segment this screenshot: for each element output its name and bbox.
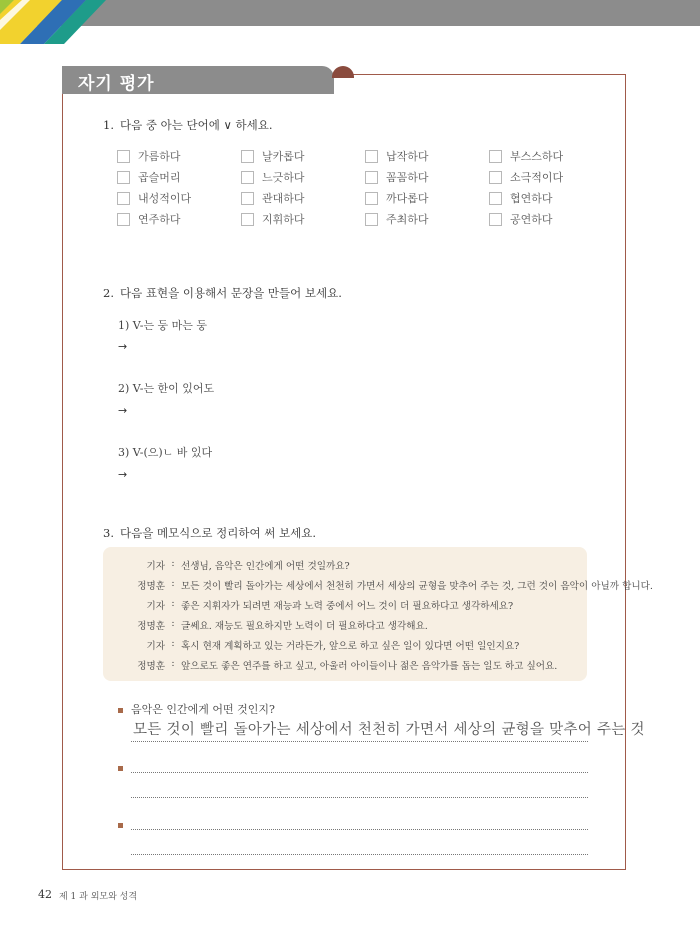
dialog-colon: : <box>171 658 175 669</box>
vocabulary-item[interactable] <box>489 169 587 185</box>
dialog-row <box>103 638 519 652</box>
vocabulary-item[interactable] <box>489 190 587 206</box>
vocabulary-word: 주최하다 <box>386 213 429 226</box>
dialog-colon: : <box>171 598 175 609</box>
vocabulary-word: 내성적이다 <box>138 192 192 205</box>
question-1-number: 1. <box>103 118 114 132</box>
vocabulary-item[interactable] <box>241 211 365 227</box>
vocabulary-checkbox[interactable] <box>489 150 502 163</box>
dialog-line: 앞으로도 좋은 연주를 하고 싶고, 아울러 아이들이나 젊은 음악가를 돕는 일도 하고 싶어요. <box>181 661 558 672</box>
dialog-line: 모든 것이 빨리 돌아가는 세상에서 천천히 가면서 세상의 균형을 맞추어 주는 것, 그런 것이 음악이 아닐까 합니다. <box>181 581 653 592</box>
question-1 <box>103 117 273 133</box>
expression-3-label: 3) V-(으)ㄴ 바 있다 <box>118 446 213 459</box>
vocabulary-word: 날카롭다 <box>262 150 305 163</box>
vocabulary-item[interactable] <box>489 211 587 227</box>
question-3-text: 다음을 메모식으로 정리하여 써 보세요. <box>119 526 317 540</box>
dialog-line: 선생님, 음악은 인간에게 어떤 것일까요? <box>181 561 350 572</box>
vocabulary-word: 협연하다 <box>510 192 553 205</box>
chapter-title: 제 1 과 외모와 성격 <box>59 892 138 902</box>
dialog-colon: : <box>171 618 175 629</box>
dialog-line: 혹시 현재 계획하고 있는 거라든가, 앞으로 하고 싶은 일이 있다면 어떤 일인지요? <box>181 641 520 652</box>
dialog-row <box>103 578 653 592</box>
question-1-text: 다음 중 아는 단어에 ∨ 하세요. <box>119 118 273 132</box>
dialog-speaker: 기자 <box>146 561 165 572</box>
dialog-speaker: 기자 <box>146 601 165 612</box>
vocabulary-item[interactable] <box>117 211 241 227</box>
memo-answer-line[interactable] <box>131 741 588 742</box>
vocabulary-word: 공연하다 <box>510 213 553 226</box>
dialog-line: 글쎄요. 재능도 필요하지만 노력이 더 필요하다고 생각해요. <box>181 621 428 632</box>
vocabulary-item[interactable] <box>117 169 241 185</box>
vocabulary-checklist <box>117 148 587 227</box>
vocabulary-item[interactable] <box>365 190 489 206</box>
dialog-line: 좋은 지휘자가 되려면 재능과 노력 중에서 어느 것이 더 필요하다고 생각하세요? <box>181 601 514 612</box>
vocabulary-checkbox[interactable] <box>117 213 130 226</box>
vocabulary-item[interactable] <box>365 211 489 227</box>
page-number: 42 <box>38 888 52 901</box>
corner-stripe-decoration <box>0 0 110 44</box>
vocabulary-checkbox[interactable] <box>117 171 130 184</box>
dialog-colon: : <box>171 558 175 569</box>
memo-answer-line[interactable] <box>131 772 588 773</box>
memo-bullet-1 <box>118 708 123 713</box>
question-2-number: 2. <box>103 286 114 300</box>
vocabulary-word: 납작하다 <box>386 150 429 163</box>
question-3 <box>103 525 316 541</box>
vocabulary-item[interactable] <box>241 169 365 185</box>
vocabulary-checkbox[interactable] <box>489 213 502 226</box>
dialog-speaker: 정명훈 <box>137 621 165 632</box>
vocabulary-checkbox[interactable] <box>241 150 254 163</box>
question-2-text: 다음 표현을 이용해서 문장을 만들어 보세요. <box>119 286 342 300</box>
vocabulary-checkbox[interactable] <box>489 192 502 205</box>
vocabulary-checkbox[interactable] <box>241 192 254 205</box>
dialog-row <box>103 558 350 572</box>
vocabulary-item[interactable] <box>365 148 489 164</box>
dialog-colon: : <box>171 578 175 589</box>
vocabulary-word: 까다롭다 <box>386 192 429 205</box>
interview-dialog-box <box>103 547 653 681</box>
vocabulary-item[interactable] <box>241 190 365 206</box>
question-3-number: 3. <box>103 526 114 540</box>
vocabulary-word: 느긋하다 <box>262 171 305 184</box>
expression-2-answer-arrow[interactable]: → <box>118 404 128 417</box>
memo-answer-line[interactable] <box>131 797 588 798</box>
vocabulary-checkbox[interactable] <box>241 213 254 226</box>
vocabulary-checkbox[interactable] <box>241 171 254 184</box>
expression-3-answer-arrow[interactable]: → <box>118 468 128 481</box>
dialog-speaker: 정명훈 <box>137 661 165 672</box>
vocabulary-word: 관대하다 <box>262 192 305 205</box>
page-title: 자기 평가 <box>78 74 155 94</box>
memo-example-answer: 모든 것이 빨리 돌아가는 세상에서 천천히 가면서 세상의 균형을 맞추어 주는 것 <box>133 722 645 738</box>
vocabulary-checkbox[interactable] <box>117 192 130 205</box>
memo-bullet-3 <box>118 823 123 828</box>
vocabulary-word: 꼼꼼하다 <box>386 171 429 184</box>
dialog-speaker: 정명훈 <box>137 581 165 592</box>
dialog-speaker: 기자 <box>146 641 165 652</box>
title-tab-ornament <box>332 66 354 78</box>
vocabulary-item[interactable] <box>117 190 241 206</box>
question-2 <box>103 285 342 301</box>
vocabulary-item[interactable] <box>117 148 241 164</box>
vocabulary-checkbox[interactable] <box>489 171 502 184</box>
expression-2-label: 2) V-는 한이 있어도 <box>118 382 215 395</box>
memo-answer-line[interactable] <box>131 829 588 830</box>
vocabulary-checkbox[interactable] <box>365 213 378 226</box>
memo-answer-line[interactable] <box>131 854 588 855</box>
expression-1-answer-arrow[interactable]: → <box>118 340 128 353</box>
vocabulary-item[interactable] <box>489 148 587 164</box>
vocabulary-word: 곱슬머리 <box>138 171 181 184</box>
vocabulary-word: 지휘하다 <box>262 213 305 226</box>
vocabulary-word: 연주하다 <box>138 213 181 226</box>
memo-bullet-2 <box>118 766 123 771</box>
memo-question: 음악은 인간에게 어떤 것인지? <box>131 703 275 716</box>
vocabulary-checkbox[interactable] <box>365 192 378 205</box>
dialog-colon: : <box>171 638 175 649</box>
vocabulary-checkbox[interactable] <box>365 171 378 184</box>
vocabulary-checkbox[interactable] <box>117 150 130 163</box>
dialog-row <box>103 598 513 612</box>
vocabulary-word: 부스스하다 <box>510 150 564 163</box>
dialog-row <box>103 658 557 672</box>
vocabulary-checkbox[interactable] <box>365 150 378 163</box>
vocabulary-word: 소극적이다 <box>510 171 564 184</box>
vocabulary-item[interactable] <box>241 148 365 164</box>
vocabulary-word: 가름하다 <box>138 150 181 163</box>
vocabulary-item[interactable] <box>365 169 489 185</box>
expression-1-label: 1) V-는 둥 마는 둥 <box>118 319 208 332</box>
dialog-row <box>103 618 428 632</box>
